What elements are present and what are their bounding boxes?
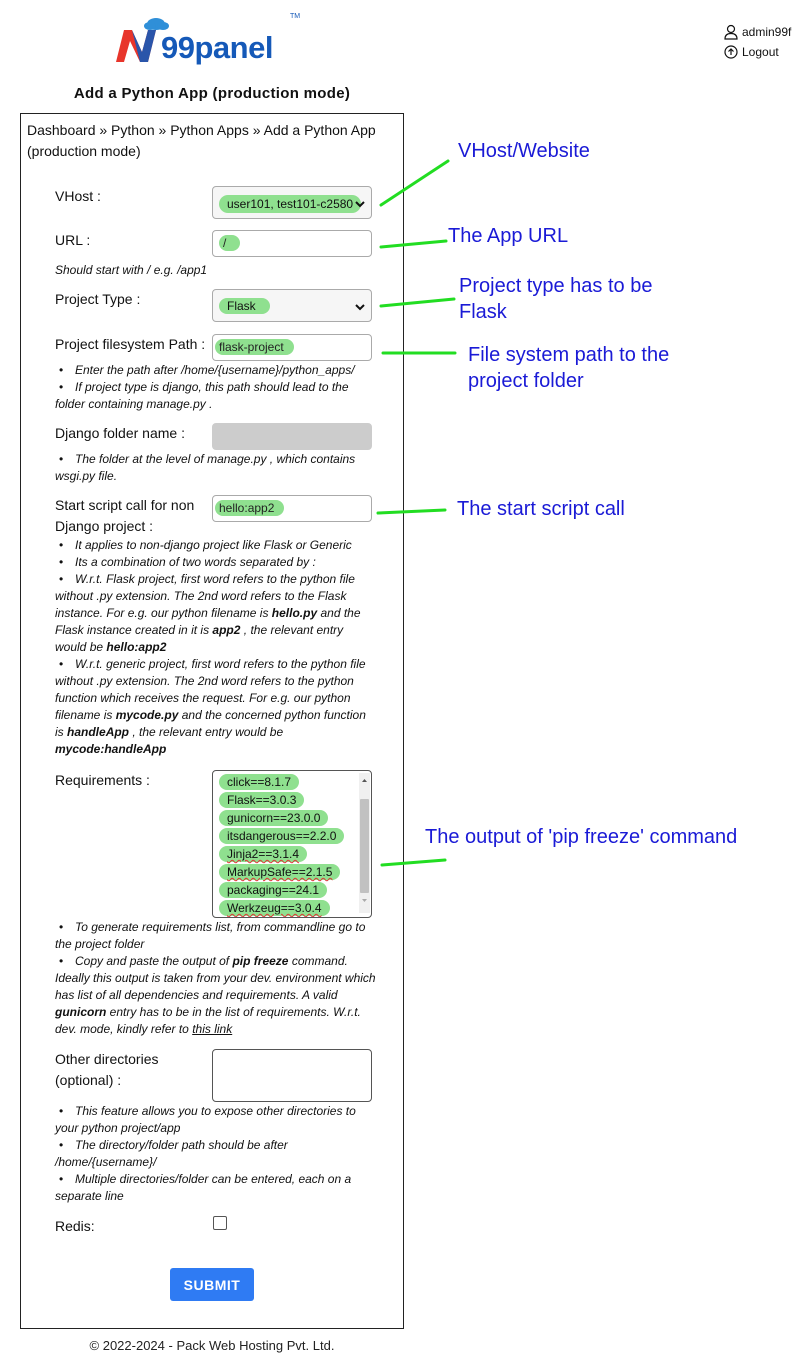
requirement-item: Werkzeug==3.0.4 bbox=[219, 899, 330, 917]
fs-path-help bbox=[55, 362, 377, 413]
requirement-item: click==8.1.7 bbox=[219, 773, 299, 791]
logout-label: Logout bbox=[742, 45, 779, 59]
footer: © 2022-2024 - Pack Web Hosting Pvt. Ltd. bbox=[89, 1338, 335, 1353]
vhost-value: user101, test101-c2580 bbox=[219, 195, 361, 213]
scrollbar-thumb[interactable] bbox=[360, 799, 369, 893]
submit-button[interactable]: SUBMIT bbox=[170, 1268, 254, 1301]
logo bbox=[112, 12, 312, 72]
requirement-item: itsdangerous==2.2.0 bbox=[219, 827, 344, 845]
requirements-help-1: • To generate requirements list, from commandline go to the project folder bbox=[55, 919, 377, 953]
url-label: URL : bbox=[55, 232, 91, 248]
fs-path-help-2: • If project type is django, this path should lead to the folder containing manage.py . bbox=[55, 379, 377, 413]
other-dirs-help bbox=[55, 1103, 377, 1205]
scroll-down-icon bbox=[359, 895, 370, 905]
fs-path-input[interactable] bbox=[212, 334, 372, 361]
requirement-item: Flask==3.0.3 bbox=[219, 791, 304, 809]
start-script-help-2: • Its a combination of two words separated by : bbox=[55, 554, 377, 571]
annotation-requirements: The output of 'pip freeze' command bbox=[425, 826, 738, 848]
requirements-label: Requirements : bbox=[55, 772, 150, 788]
start-script-label: Start script call for non Django project : bbox=[55, 497, 195, 534]
url-value: / bbox=[219, 235, 240, 251]
annotation-project-type: Project type has to be Flask bbox=[459, 275, 653, 323]
requirements-help bbox=[55, 919, 377, 1038]
start-script-value: hello:app2 bbox=[215, 500, 284, 516]
fs-path-value: flask-project bbox=[215, 339, 294, 355]
start-script-input[interactable] bbox=[212, 495, 372, 522]
user-row[interactable] bbox=[724, 22, 791, 42]
django-folder-help-1: • The folder at the level of manage.py , which contains wsgi.py file. bbox=[55, 451, 377, 485]
url-input[interactable] bbox=[212, 230, 372, 257]
url-hint: Should start with / e.g. /app1 bbox=[55, 263, 208, 277]
project-type-value: Flask bbox=[219, 298, 270, 314]
chevron-down-icon bbox=[355, 199, 365, 209]
annotation-fs-path: File system path to the project folder bbox=[468, 344, 670, 392]
breadcrumb[interactable]: Dashboard » Python » Python Apps » Add a Python App (production mode) bbox=[27, 122, 376, 159]
annotation-vhost: VHost/Website bbox=[458, 140, 590, 162]
django-folder-input[interactable] bbox=[212, 423, 372, 450]
start-script-help-4: • W.r.t. generic project, first word refers to the python file without .py extension. The 2nd word refers to the python function which receives the request. For e.g. our python filename is mycode.py and the concerned python function is handleApp , the relevant entry would be mycode:handleApp bbox=[55, 656, 377, 758]
other-dirs-help-2: • The directory/folder path should be after /home/{username}/ bbox=[55, 1137, 377, 1171]
requirements-help-2: • Copy and paste the output of pip freeze command. Ideally this output is taken from your dev. environment which has list of all dependencies and requirements. A valid gunicorn entry has to be in the list of requirements. W.r.t. dev. mode, kindly refer to this link bbox=[55, 953, 377, 1038]
vhost-select[interactable] bbox=[212, 186, 372, 219]
requirements-scrollbar[interactable] bbox=[359, 773, 370, 913]
project-type-label: Project Type : bbox=[55, 291, 141, 307]
user-icon bbox=[724, 24, 738, 40]
start-script-help bbox=[55, 537, 377, 758]
user-menu bbox=[724, 22, 791, 62]
dev-mode-link[interactable]: this link bbox=[192, 1022, 233, 1036]
project-type-select[interactable] bbox=[212, 289, 372, 322]
other-dirs-label: Other directories (optional) : bbox=[55, 1051, 159, 1088]
cloud-icon bbox=[144, 18, 169, 30]
other-dirs-help-1: • This feature allows you to expose other directories to your python project/app bbox=[55, 1103, 377, 1137]
redis-checkbox[interactable] bbox=[213, 1216, 227, 1230]
logout-icon bbox=[724, 45, 738, 59]
requirements-textarea[interactable] bbox=[212, 770, 372, 918]
django-folder-label: Django folder name : bbox=[55, 425, 185, 441]
requirement-item: gunicorn==23.0.0 bbox=[219, 809, 328, 827]
other-dirs-help-3: • Multiple directories/folder can be entered, each on a separate line bbox=[55, 1171, 377, 1205]
start-script-help-1: • It applies to non-django project like Flask or Generic bbox=[55, 537, 377, 554]
requirement-item: MarkupSafe==2.1.5 bbox=[219, 863, 340, 881]
fs-path-label: Project filesystem Path : bbox=[55, 336, 206, 352]
start-script-help-3: • W.r.t. Flask project, first word refers to the python file without .py extension. The 2nd word refers to the Flask instance. For e.g. our python filename is hello.py and the Flask instance created in it is app2 , the relevant entry would be hello:app2 bbox=[55, 571, 377, 656]
logo-trademark: TM bbox=[290, 13, 301, 20]
fs-path-help-1: • Enter the path after /home/{username}/python_apps/ bbox=[55, 362, 377, 379]
requirement-item: Jinja2==3.1.4 bbox=[219, 845, 307, 863]
annotation-url: The App URL bbox=[448, 225, 569, 247]
logout-link[interactable] bbox=[724, 42, 791, 62]
scroll-up-icon bbox=[359, 775, 370, 785]
vhost-label: VHost : bbox=[55, 188, 101, 204]
django-folder-help bbox=[55, 451, 377, 485]
other-dirs-textarea[interactable] bbox=[212, 1049, 372, 1102]
redis-label: Redis: bbox=[55, 1218, 95, 1234]
logo-text: 99panel bbox=[161, 30, 273, 65]
chevron-down-icon bbox=[355, 302, 365, 312]
username: admin99f bbox=[742, 25, 792, 39]
requirement-item: packaging==24.1 bbox=[219, 881, 327, 899]
requirements-list bbox=[219, 773, 344, 917]
annotation-start-script: The start script call bbox=[457, 498, 625, 520]
page-title: Add a Python App (production mode) bbox=[73, 85, 351, 102]
